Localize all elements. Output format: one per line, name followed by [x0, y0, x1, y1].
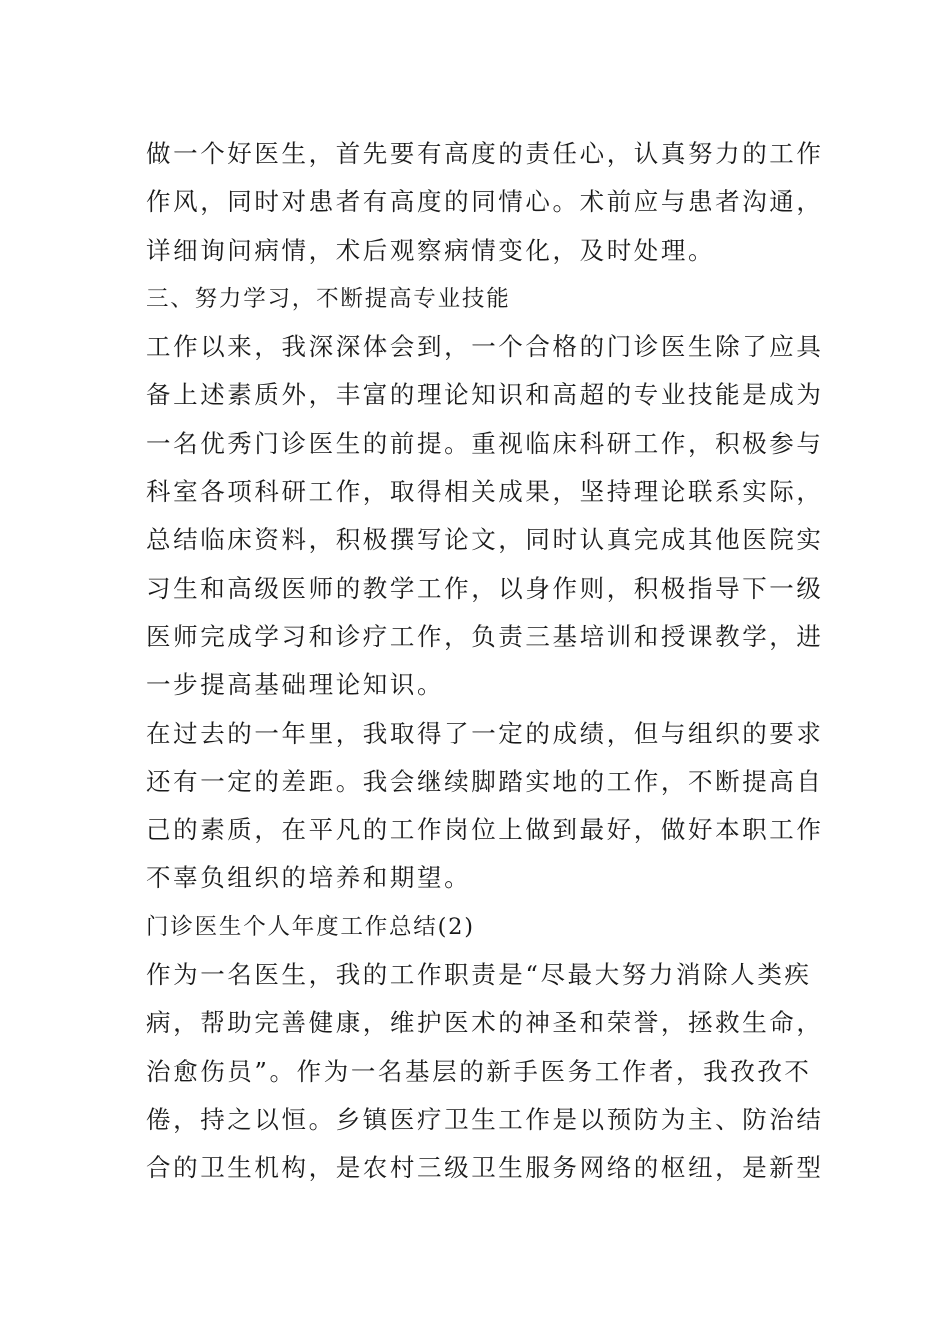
text-line: 备上述素质外，丰富的理论知识和高超的专业技能是成为	[146, 380, 824, 410]
text-line: 不辜负组织的培养和期望。	[146, 863, 472, 893]
text-line: 作为一名医生，我的工作职责是“尽最大努力消除人类疾	[146, 960, 812, 990]
text-line: 作风，同时对患者有高度的同情心。术前应与患者沟通，	[146, 187, 824, 217]
text-line: 在过去的一年里，我取得了一定的成绩，但与组织的要求	[146, 718, 824, 748]
text-line: 总结临床资料，积极撰写论文，同时认真完成其他医院实	[146, 525, 824, 555]
text-line: 医师完成学习和诊疗工作，负责三基培训和授课教学，进	[146, 621, 824, 651]
text-line: 做一个好医生，首先要有高度的责任心，认真努力的工作	[146, 139, 824, 168]
text-line: 详细询问病情，术后观察病情变化，及时处理。	[146, 235, 716, 265]
section-title: 门诊医生个人年度工作总结(2)	[146, 913, 475, 940]
text-line: 倦，持之以恒。乡镇医疗卫生工作是以预防为主、防治结	[146, 1104, 824, 1134]
text-line: 病，帮助完善健康，维护医术的神圣和荣誉，拯救生命，	[146, 1008, 824, 1038]
text-line: 己的素质，在平凡的工作岗位上做到最好，做好本职工作	[146, 815, 824, 845]
document-body	[146, 130, 824, 1193]
text-line: 一步提高基础理论知识。	[146, 670, 445, 700]
text-line: 一名优秀门诊医生的前提。重视临床科研工作，积极参与	[146, 428, 824, 458]
text-line: 还有一定的差距。我会继续脚踏实地的工作，不断提高自	[146, 766, 824, 796]
text-line: 工作以来，我深深体会到，一个合格的门诊医生除了应具	[146, 332, 824, 362]
section-heading: 三、努力学习，不断提高专业技能	[146, 285, 511, 312]
text-line: 习生和高级医师的教学工作，以身作则，积极指导下一级	[146, 573, 824, 603]
text-line: 合的卫生机构，是农村三级卫生服务网络的枢纽，是新型	[146, 1153, 824, 1183]
text-line: 科室各项科研工作，取得相关成果，坚持理论联系实际，	[146, 477, 824, 507]
text-line: 治愈伤员”。作为一名基层的新手医务工作者，我孜孜不	[146, 1056, 812, 1086]
